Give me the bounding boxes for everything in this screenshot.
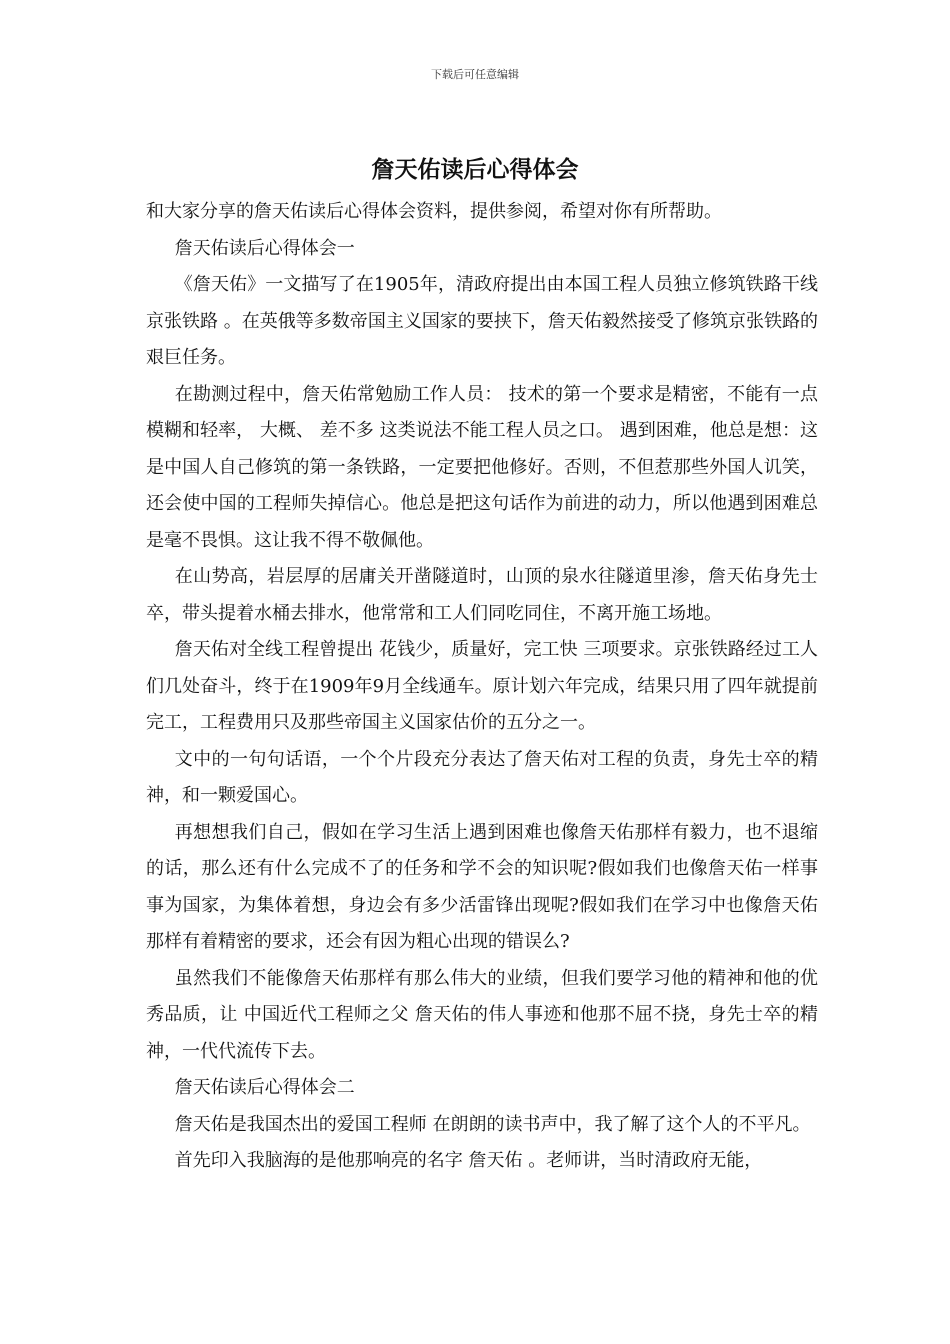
body-paragraph: 在山势高，岩层厚的居庸关开凿隧道时，山顶的泉水往隧道里渗，詹天佑身先士卒，带头提着水桶去排水，他常常和工人们同吃同住，不离开施工场地。 (146, 566, 818, 624)
body-paragraph: 《詹天佑》一文描写了在1905年，清政府提出由本国工程人员独立修筑铁路干线 京张铁路 。在英俄等多数帝国主义国家的要挟下，詹天佑毅然接受了修筑京张铁路的艰巨任务。 (146, 274, 818, 368)
header-note: 下载后可任意编辑 (431, 68, 519, 81)
body-paragraph: 詹天佑是我国杰出的爱国工程师 在朗朗的读书声中，我了解了这个人的不平凡。 (174, 1113, 811, 1135)
body-paragraph: 在勘测过程中，詹天佑常勉励工作人员： 技术的第一个要求是精密，不能有一点模糊和轻率， 大概、 差不多 这类说法不能工程人员之口。 遇到困难，他总是想：这是中国人自己修筑的第一条铁路，一定要把他修好。否则，不但惹那些外国人讥笑，还会使中国的工程师失掉信心。他总是把这句话作为前进的动力，所以他遇到困难总是毫不畏惧。这让我不得不敬佩他。 (146, 383, 818, 551)
section-heading-two: 詹天佑读后心得体会二 (174, 1077, 355, 1098)
body-paragraph: 文中的一句句话语，一个个片段充分表达了詹天佑对工程的负责，身先士卒的精神，和一颗爱国心。 (146, 748, 818, 806)
document-title: 詹天佑读后心得体会 (371, 157, 579, 183)
document-body (146, 194, 818, 1180)
intro-paragraph: 和大家分享的詹天佑读后心得体会资料，提供参阅，希望对你有所帮助。 (146, 201, 722, 222)
section-heading-one: 詹天佑读后心得体会一 (174, 237, 355, 259)
body-paragraph: 再想想我们自己，假如在学习生活上遇到困难也像詹天佑那样有毅力，也不退缩的话，那么还有什么完成不了的任务和学不会的知识呢?假如我们也像詹天佑一样事事为国家，为集体着想，身边会有多少活雷锋出现呢?假如我们在学习中也像詹天佑那样有着精密的要求，还会有因为粗心出现的错误么? (146, 821, 818, 952)
body-paragraph: 詹天佑对全线工程曾提出 花钱少，质量好，完工快 三项要求。京张铁路经过工人们几处奋斗，终于在1909年9月全线通车。原计划六年完成，结果只用了四年就提前完工，工程费用只及那些帝国主义国家估价的五分之一。 (146, 639, 818, 733)
body-paragraph: 虽然我们不能像詹天佑那样有那么伟大的业绩，但我们要学习他的精神和他的优秀品质，让 中国近代工程师之父 詹天佑的伟人事迹和他那不屈不挠，身先士卒的精神，一代代流传下去。 (146, 967, 818, 1062)
body-paragraph: 首先印入我脑海的是他那响亮的名字 詹天佑 。老师讲，当时清政府无能， (174, 1150, 763, 1171)
